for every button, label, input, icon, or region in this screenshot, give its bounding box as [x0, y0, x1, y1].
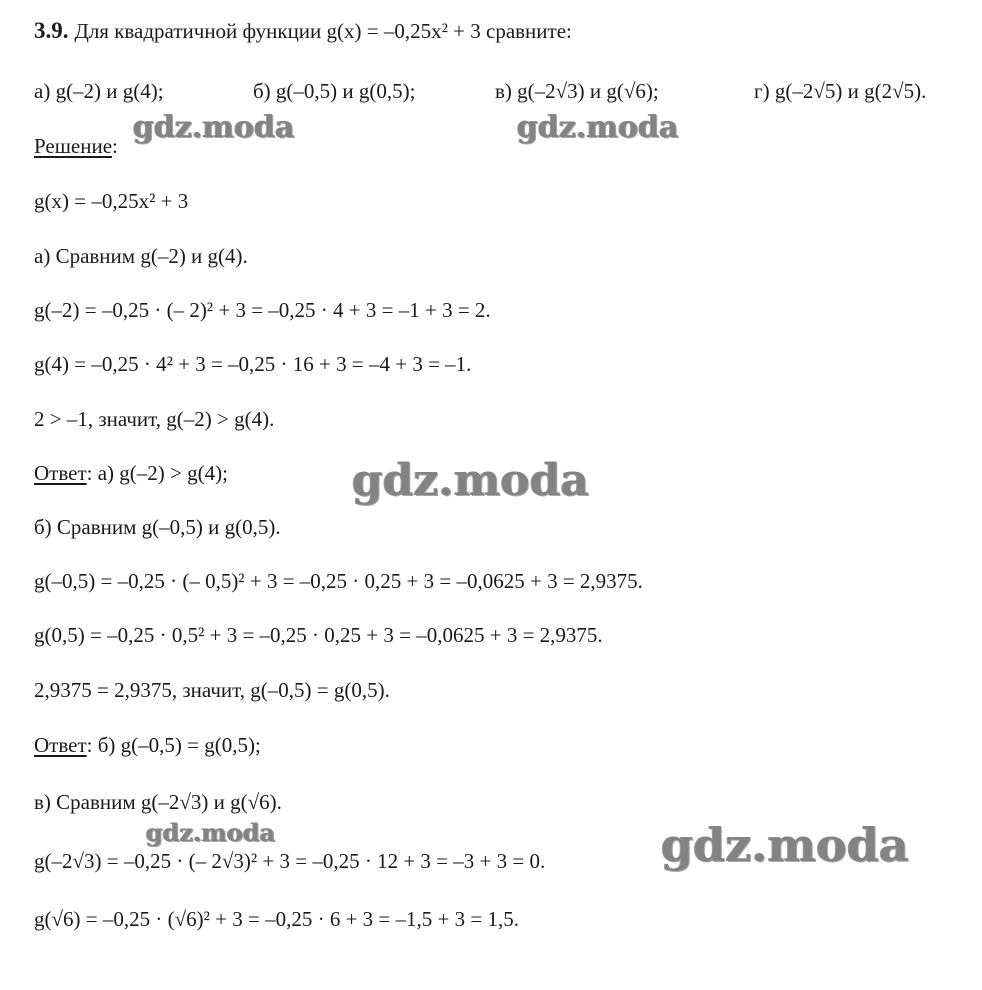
solution-label: Решение — [34, 134, 113, 158]
part-b-answer — [34, 732, 261, 758]
problem-header — [34, 18, 572, 44]
task-c: в) g(–2√3) и g(√6); — [495, 79, 659, 103]
part-b-conclusion: 2,9375 = 2,9375, значит, g(–0,5) = g(0,5). — [34, 678, 390, 702]
answer-text-b: : б) g(–0,5) = g(0,5); — [86, 733, 261, 757]
part-a-calc-2: g(4) = –0,25 · 4² + 3 = –0,25 · 16 + 3 = –4 + 3 = –1. — [34, 352, 472, 376]
watermark-logo-4: gdz.moda — [146, 818, 276, 847]
solution-heading — [34, 133, 118, 159]
answer-text-a: : а) g(–2) > g(4); — [86, 461, 228, 485]
part-a-compare: а) Сравним g(–2) и g(4). — [34, 244, 248, 268]
answer-label-b: Ответ — [34, 733, 87, 757]
watermark-logo-2: gdz.moda — [517, 110, 679, 145]
function-definition: g(x) = –0,25x² + 3 — [34, 189, 189, 213]
part-c-compare: в) Сравним g(–2√3) и g(√6). — [34, 790, 282, 814]
watermark-logo-3: gdz.moda — [352, 455, 590, 506]
watermark-logo-5: gdz.moda — [661, 818, 909, 872]
problem-statement: Для квадратичной функции g(x) = –0,25x² + 3 сравните: — [74, 19, 572, 43]
part-b-calc-1: g(–0,5) = –0,25 · (– 0,5)² + 3 = –0,25 · 0,25 + 3 = –0,0625 + 3 = 2,9375. — [34, 569, 643, 593]
part-a-calc-1: g(–2) = –0,25 · (– 2)² + 3 = –0,25 · 4 + 3 = –1 + 3 = 2. — [34, 298, 491, 322]
part-b-compare: б) Сравним g(–0,5) и g(0,5). — [34, 515, 281, 539]
answer-label-a: Ответ — [34, 461, 87, 485]
task-b: б) g(–0,5) и g(0,5); — [253, 79, 416, 103]
part-c-calc-2: g(√6) = –0,25 · (√6)² + 3 = –0,25 · 6 + 3 = –1,5 + 3 = 1,5. — [34, 907, 519, 931]
watermark-logo-1: gdz.moda — [133, 110, 295, 145]
part-a-conclusion: 2 > –1, значит, g(–2) > g(4). — [34, 407, 275, 431]
part-c-calc-1: g(–2√3) = –0,25 · (– 2√3)² + 3 = –0,25 · 12 + 3 = –3 + 3 = 0. — [34, 849, 546, 873]
solution-colon: : — [112, 134, 118, 158]
task-d: г) g(–2√5) и g(2√5). — [754, 79, 927, 103]
part-b-calc-2: g(0,5) = –0,25 · 0,5² + 3 = –0,25 · 0,25 + 3 = –0,0625 + 3 = 2,9375. — [34, 623, 603, 647]
task-a: а) g(–2) и g(4); — [34, 79, 164, 103]
part-a-answer — [34, 460, 228, 486]
problem-number: 3.9. — [34, 18, 69, 43]
